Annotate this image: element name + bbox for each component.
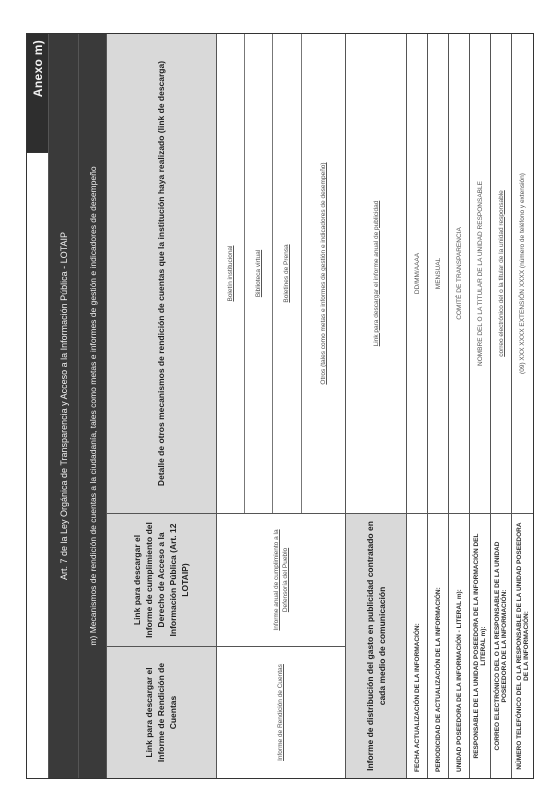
report-link-header: Link para descargar el Informe de Rendición de Cuentas [107,646,216,778]
info-row [470,34,491,778]
mechanism-link-others[interactable]: Otros (tales como metas e informes de gestión e indicadores de desempeño) [319,162,327,385]
info-value: NOMBRE DEL O LA TITULAR DE LA UNIDAD RESPONSABLE [476,181,484,366]
info-label: RESPONSABLE DE LA UNIDAD POSEEDORA DE LA INFORMACIÓN DEL LITERAL m): [470,513,490,778]
left-column [107,513,406,778]
info-label: CORREO ELECTRÓNICO DEL O LA RESPONSABLE DE LA UNIDAD POSEEDORA DE LA INFORMACIÓN: [491,513,511,778]
annex-label: Anexo m) [27,34,48,152]
document-subtitle: m) Mecanismos de rendición de cuentas a la ciudadanía, tales como metas e informes de gestión e indicadores de desempeño [79,34,106,778]
mechanism-link-library[interactable]: Biblioteca virtual [255,249,263,298]
info-row [491,34,512,778]
info-value: DD/MM/AAAA [413,252,421,295]
info-value: MENSUAL [434,257,442,290]
info-label: NÚMERO TELEFÓNICO DEL O LA RESPONSABLE DE LA UNIDAD POSEEDORA DE LA INFORMACIÓN: [512,513,533,778]
info-value: COMITÉ DE TRANSPARENCIA [455,227,463,320]
annex-spacer [27,152,48,778]
info-row [407,34,428,778]
main-block [107,34,407,778]
title-row [49,34,79,778]
transparency-table [26,33,534,779]
compliance-link-header: Link para descargar el Informe de cumplimiento del Derecho de Acceso a la Información Pública (Art. 12 LOTAIP) [107,514,216,646]
subtitle-row [79,34,107,778]
info-row [428,34,449,778]
report-download-link[interactable]: Informe de Rendición de Cuentas [277,664,285,761]
mechanisms-list [217,34,347,513]
mechanism-link-press[interactable]: Boletines de Prensa [283,244,291,303]
left-headers [107,514,217,778]
right-column [107,34,406,513]
other-mechanisms-header: Detalle de otros mecanismos de rendición de cuentas que la institución haya realizado (link de descarga) [107,34,217,513]
distribution-download-link[interactable]: Link para descargar el informe anual de publicidad [372,200,380,347]
info-label: UNIDAD POSEEDORA DE LA INFORMACIÓN - LITERAL m): [449,513,469,778]
info-row [512,34,533,778]
document-title: Art. 7 de la Ley Orgánica de Transparencia y Acceso a la Información Pública - LOTAIP [49,34,78,778]
compliance-download-link[interactable]: Informe anual de cumplimiento a la Defensoría del Pueblo [272,529,289,631]
info-value: (09) XXX XXXX EXTENSIÓN XXXX (número de teléfono y extensión) [519,173,526,374]
info-row [449,34,470,778]
responsible-email-link[interactable]: correo electrónico del o la titular de la unidad responsable [497,190,505,357]
info-label: PERIODICIDAD DE ACTUALIZACIÓN DE LA INFORMACIÓN: [428,513,448,778]
mechanism-link-bulletin[interactable]: Boletín institucional [226,245,234,302]
annex-row [27,34,49,778]
info-label: FECHA ACTUALIZACIÓN DE LA INFORMACIÓN: [407,513,427,778]
distribution-header: Informe de distribución del gasto en publicidad contratado en cada medio de comunicación [346,514,406,778]
left-links [217,514,347,778]
